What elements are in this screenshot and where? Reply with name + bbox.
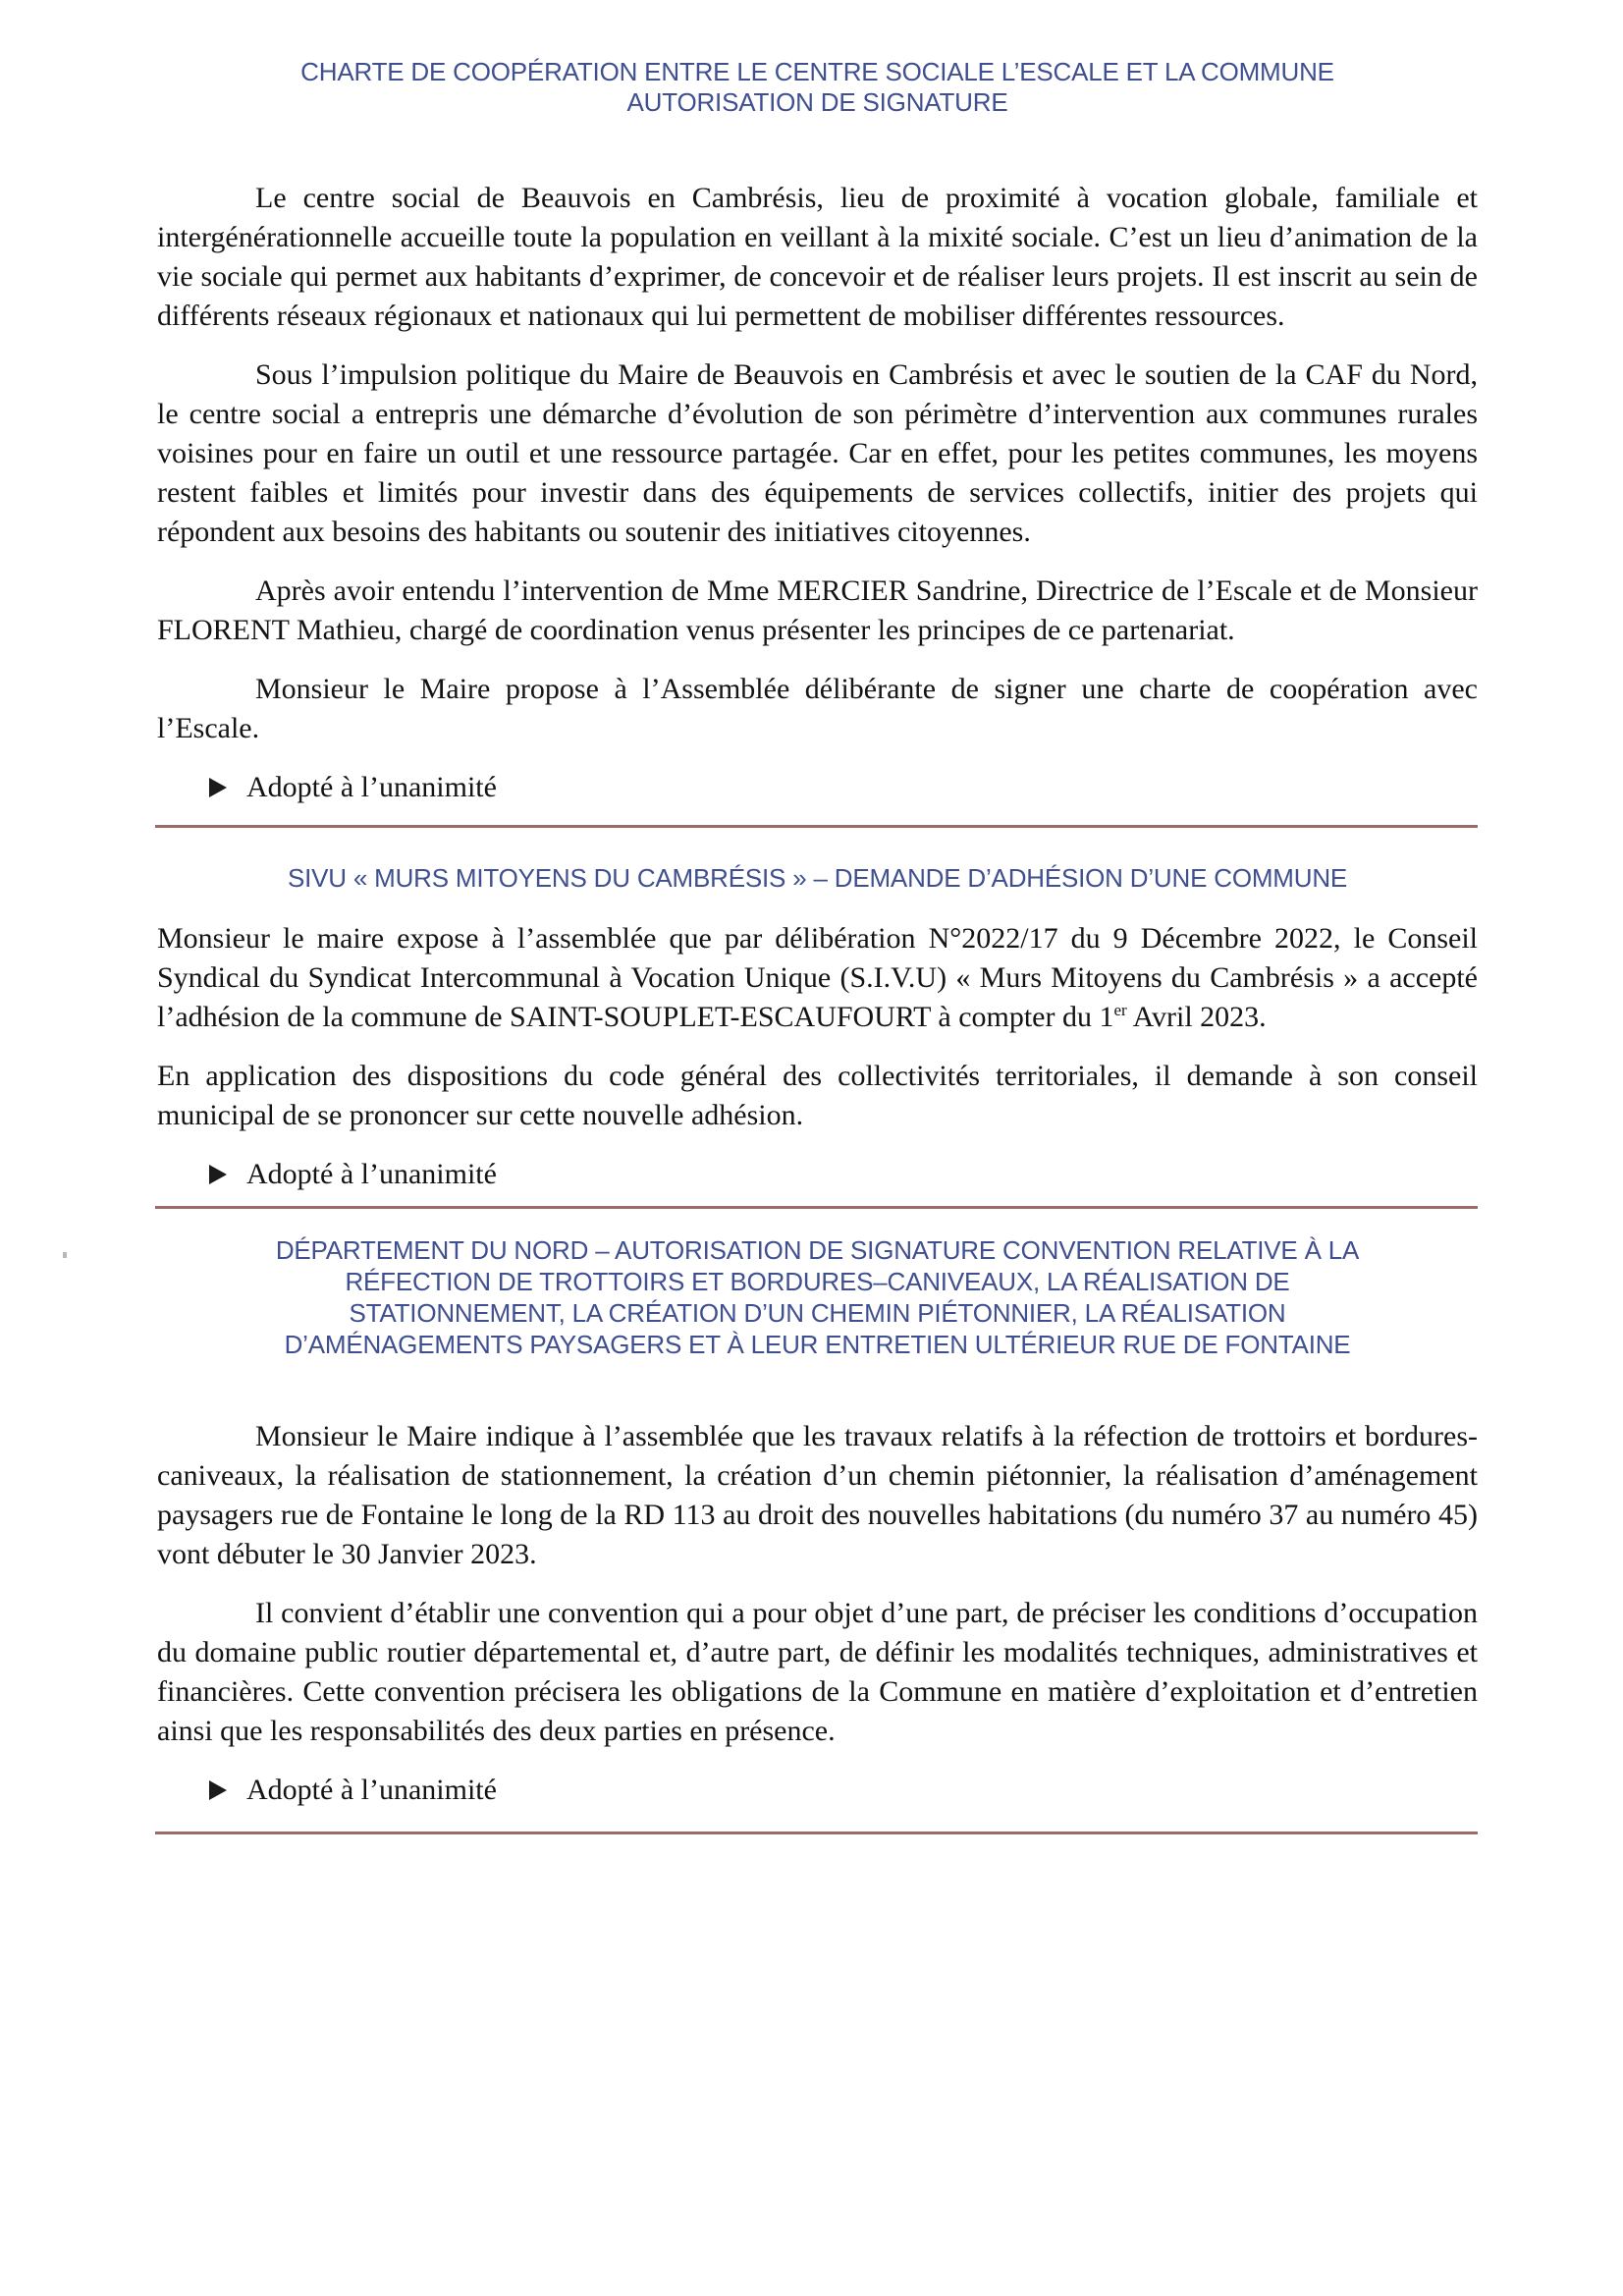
section-3-title-line-3: STATIONNEMENT, LA CRÉATION D’UN CHEMIN PIÉTONNIER, LA RÉALISATION — [349, 1298, 1286, 1328]
section-1-decision — [157, 768, 1478, 807]
arrow-bullet-icon — [209, 1165, 227, 1184]
section-divider-2 — [155, 1206, 1478, 1209]
section-1-paragraph-1: Le centre social de Beauvois en Cambrésis, lieu de proximité à vocation globale, familiale et intergénérationnelle accueille toute la population en veillant à la mixité sociale. C’est un lieu d’animation de la vie sociale qui permet aux habitants d’exprimer, de concevoir et de réaliser leurs projets. Il est inscrit au sein de différents réseaux régionaux et nationaux qui lui permettent de mobiliser différentes ressources. — [157, 182, 1478, 332]
section-3-title-line-2: RÉFECTION DE TROTTOIRS ET BORDURES–CANIVEAUX, LA RÉALISATION DE — [345, 1267, 1290, 1296]
section-1-paragraph-2: Sous l’impulsion politique du Maire de Beauvois en Cambrésis et avec le soutien de la CAF du Nord, le centre social a entrepris une démarche d’évolution de son périmètre d’intervention aux communes rurales voisines pour en faire un outil et une ressource partagée. Car en effet, pour les petites communes, les moyens restent faibles et limités pour investir dans des équipements de services collectifs, initier des projets qui répondent aux besoins des habitants ou soutenir des initiatives citoyennes. — [157, 358, 1478, 548]
section-2-paragraph-1 — [157, 919, 1478, 1037]
section-divider-3 — [155, 1831, 1478, 1834]
section-3-paragraph-1: Monsieur le Maire indique à l’assemblée que les travaux relatifs à la réfection de trottoirs et bordures-caniveaux, la réalisation de stationnement, la création d’un chemin piétonnier, la réalisation d’aménagement paysagers rue de Fontaine le long de la RD 113 au droit des nouvelles habitations (du numéro 37 au numéro 45) vont débuter le 30 Janvier 2023. — [157, 1420, 1478, 1570]
section-1-paragraph-4: Monsieur le Maire propose à l’Assemblée délibérante de signer une charte de coopération avec l’Escale. — [157, 673, 1478, 744]
section-1-title — [157, 57, 1478, 118]
section-3-title — [157, 1234, 1478, 1360]
section-3-decision-text: Adopté à l’unanimité — [246, 1774, 497, 1806]
arrow-bullet-icon — [209, 778, 227, 797]
section-3-paragraph-2: Il convient d’établir une convention qui a pour objet d’une part, de préciser les conditions d’occupation du domaine public routier départemental et, d’autre part, de définir les modalités techniques, administratives et financières. Cette convention précisera les obligations de la Commune en matière d’exploitation et d’entretien ainsi que les responsabilités des deux parties en présence. — [157, 1597, 1478, 1747]
section-divider-1 — [155, 825, 1478, 828]
section-1-title-line-1: CHARTE DE COOPÉRATION ENTRE LE CENTRE SOCIALE L’ESCALE ET LA COMMUNE — [300, 57, 1334, 86]
section-1-paragraph-3: Après avoir entendu l’intervention de Mme MERCIER Sandrine, Directrice de l’Escale et de Monsieur FLORENT Mathieu, chargé de coordination venus présenter les principes de ce partenariat. — [157, 574, 1478, 646]
section-2-paragraph-1-end: Avril 2023. — [1126, 1001, 1267, 1033]
section-2-title-line-1: SIVU « MURS MITOYENS DU CAMBRÉSIS » – DEMANDE D’ADHÉSION D’UNE COMMUNE — [287, 863, 1348, 893]
section-2-title — [157, 863, 1478, 894]
section-2-paragraph-2: En application des dispositions du code général des collectivités territoriales, il demande à son conseil municipal de se prononcer sur cette nouvelle adhésion. — [157, 1060, 1478, 1131]
section-1-title-line-2: AUTORISATION DE SIGNATURE — [626, 87, 1008, 117]
section-3-title-line-1: DÉPARTEMENT DU NORD – AUTORISATION DE SIGNATURE CONVENTION RELATIVE À LA — [275, 1235, 1360, 1265]
section-3-title-line-4: D’AMÉNAGEMENTS PAYSAGERS ET À LEUR ENTRETIEN ULTÉRIEUR RUE DE FONTAINE — [284, 1330, 1351, 1359]
section-3-decision — [157, 1771, 1478, 1810]
arrow-bullet-icon — [209, 1780, 227, 1800]
section-2-paragraph-1-text: Monsieur le maire expose à l’assemblée que par délibération N°2022/17 du 9 Décembre 2022, le Conseil Syndical du Syndicat Intercommunal à Vocation Unique (S.I.V.U) « Murs Mitoyens du Cambrésis » a accepté l’adhésion de la commune de SAINT-SOUPLET-ESCAUFOURT à compter du 1 — [157, 922, 1478, 1033]
ordinal-suffix: er — [1113, 1001, 1127, 1019]
scan-speck — [63, 1252, 67, 1258]
section-1-decision-text: Adopté à l’unanimité — [246, 771, 497, 803]
section-2-decision — [157, 1155, 1478, 1194]
document-body — [157, 57, 1478, 1834]
section-2-decision-text: Adopté à l’unanimité — [246, 1158, 497, 1190]
